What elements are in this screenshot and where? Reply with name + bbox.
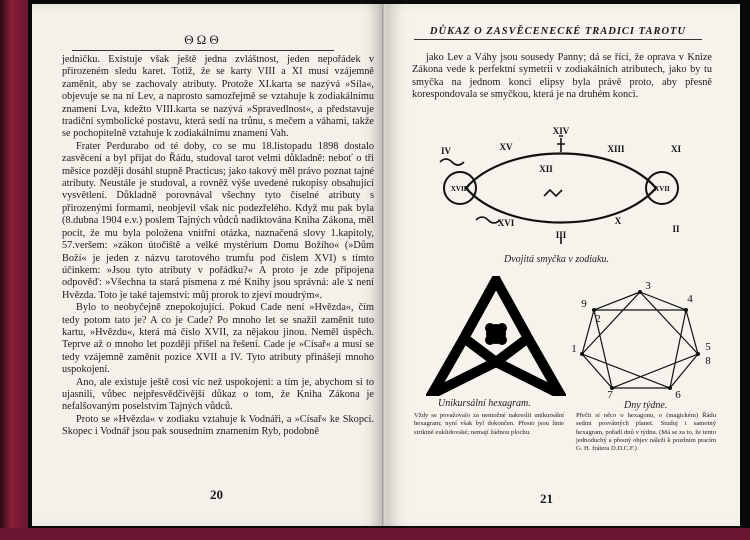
- day-number: 5: [705, 341, 711, 353]
- paragraph: jako Lev a Váhy jsou sousedy Panny; dá se říci, že oprava v Knize Zákona vede k perfektní symetrii v zodiakálních atributech, jako by tu smyčka na jednom konci elipsy byla právě proto, aby přesně korespondovala se smyčkou, která je na druhém konci.: [412, 52, 712, 101]
- day-number: 6: [675, 389, 681, 400]
- figure3-text: Přečti si něco o hexagonu, o (magickém) Řádu sedmi posvátných planet. Studuj i samotný hexagram, pořadí dnů v týdnu. (Má se za to, že tento jednoduchý a přesný objev náleží k pozdním pracím G. H. frátera D.D.C.F.): [576, 412, 716, 453]
- numeral: XV: [499, 142, 513, 152]
- paragraph: jedničku. Existuje však ještě jedna zvláštnost, jeden nepořádek v přirozeném sledu karet. Totiž, že se karty VIII a XI musí vzájemně zaměnit, aby se zachovaly atributy. Protože XI.karta se nazývá »Síla«, objevuje se na ní Lev, a naprosto samozřejmě se vztahuje k zodiakálnímu znamení Lva, kdežto VIII.karta se nazývá »Spravedlnost«, a představuje tradiční symbolické postavu, která sedí na trůnu, s mečem a váhami, takže se pochopitelně vztahuje k zodiakálnímu znamení Vah.: [62, 54, 374, 140]
- numeral: II: [672, 224, 680, 234]
- day-number: 8: [705, 355, 711, 367]
- numeral: XII: [539, 164, 553, 174]
- page-number: 21: [540, 491, 553, 506]
- figure1-caption: Dvojitá smyčka v zodiaku.: [504, 254, 609, 265]
- book-cover-bottom: [0, 528, 750, 540]
- numeral: XVI: [497, 218, 515, 228]
- right-page: [386, 4, 740, 526]
- paragraph: Bylo to neobyčejně znepokojující. Pokud Cade není »Hvězda«, čím tedy potom tato je? A co je Cade? Po mnoho let se snažil zaměnit tuto kartu, »Hvězdu«, která má číslo XVII, za nějakou jinou. Neměl úspěch. Teprve až o mnoho let později přišel na řešení. Cade je »Císař« a musí se tedy vzájemně zaměnit pozice XVII a IV. Tyto atributy přinášejí mnoho uspokojení.: [62, 302, 374, 376]
- day-number: 2: [595, 313, 601, 325]
- figure2-text: Vždy se považovalo za nemožné nakreslit unikursální hexagram; nyní však byl dokončen. Přesto jsou linie striktně euklidovské; nemají žádnou plochu.: [414, 412, 564, 436]
- page-number: 20: [210, 487, 223, 502]
- numeral: XI: [670, 144, 682, 154]
- paragraph: Proto se »Hvězda« v zodiaku vztahuje k Vodnáři, a »Císař« ke Skopci. Skopec i Vodnář jsou pak sousedním znamením Ryb, podobně: [62, 413, 374, 438]
- right-page-header: DŮKAZ O ZASVĚCENECKÉ TRADICI TAROTU: [414, 26, 702, 40]
- day-number: 3: [645, 280, 651, 292]
- left-page: [32, 4, 384, 526]
- figure2-caption: Unikursální hexagram.: [438, 398, 531, 409]
- numeral: III: [555, 230, 567, 240]
- day-number: 4: [687, 293, 693, 305]
- left-page-header: ΘΩΘ: [72, 32, 334, 51]
- book-cover-edge: [0, 0, 28, 540]
- numeral: XIV: [552, 126, 570, 136]
- numeral: IV: [440, 146, 452, 156]
- day-number: 7: [607, 389, 613, 400]
- numeral: XIII: [607, 144, 625, 154]
- paragraph: Ano, ale existuje ještě cosi víc než uspokojení: a tím je, abychom si to ujasnili, vůbec nejpřesvědčivější důkaz o tom, že Kniha Zákona je nefalšovaným poselstvím Tajných vůdců.: [62, 376, 374, 413]
- numeral: XVIII: [450, 185, 470, 193]
- left-page-body: [62, 54, 374, 439]
- numeral: XVII: [654, 185, 670, 193]
- days-of-week-heptagram: [568, 280, 718, 400]
- double-loop-diagram: [426, 122, 696, 254]
- day-number: 1: [571, 343, 577, 355]
- day-number: 9: [581, 298, 587, 310]
- numeral: X: [614, 216, 622, 226]
- unicursal-hexagram: [426, 276, 566, 396]
- right-page-intro: [412, 52, 712, 102]
- figure3-caption: Dny týdne.: [624, 400, 668, 411]
- paragraph: Frater Perdurabo od té doby, co se mu 18.listopadu 1898 dostalo zasvěcení a byl přijat do Řádu, studoval tarot velmi důkladně: neboť o tři měsíce později dosáhl stupně Practicus; jako takový měl právo poznat tajné atributy. Neustále je studoval, a rovněž výše uvedené rukopisy obsahující vysvětlení. Důkladně porovnával všechny tyto číselné atributy s přirozenými formami, neobjevil však nic podezřelého. Když mu pak byla (8.dubna 1904 e.v.) poslem Tajných vůdců nadiktována Kniha Zákona, měl pocit, že mu byla položena vnitřní otázka, naznačená slovy 1.kapitoly, 57.veršem: »zákon útočiště a velké mystérium Domu Božího« (»Dům Boží« je jeden z názvu tarotového trumfu pod číslem XVI) s tímto účinkem: »Jsou tyto atributy v pořádku?« A proto je zde připojena odpověď: »Všechna ta stará písmena z mé Knihy jsou správná: ale צ není Hvězda. Toto je také tajemství: můj prorok to zjeví moudrým«.: [62, 140, 374, 301]
